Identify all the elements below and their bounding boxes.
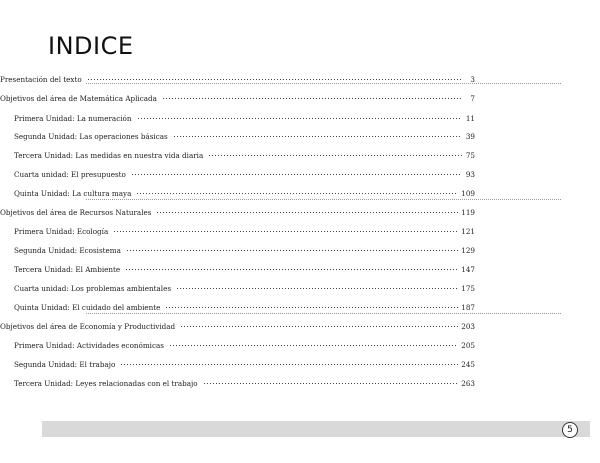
toc-entry-page: 175: [461, 284, 475, 293]
dot-leader: [113, 222, 458, 234]
toc-entry-page: 187: [461, 303, 475, 312]
dot-leader: [126, 241, 458, 253]
toc-section-matematica: [0, 89, 475, 101]
toc-entry-label: Tercera Unidad: El Ambiente: [14, 265, 121, 274]
dot-leader: [208, 146, 462, 158]
toc-entry-label: Primera Unidad: Actividades económicas: [14, 341, 164, 350]
toc-entry-unit: [14, 109, 475, 121]
toc-entry-page: 119: [461, 208, 475, 217]
toc-entry-unit: [14, 298, 475, 310]
section-divider: [86, 313, 561, 315]
page-title: INDICE: [48, 32, 134, 60]
toc-entry-unit: [14, 222, 475, 234]
dot-leader: [180, 317, 458, 329]
toc-entry-unit: [14, 165, 475, 177]
toc-entry-unit: [14, 184, 475, 196]
dot-leader: [169, 336, 458, 348]
toc-entry-unit: [14, 127, 475, 139]
footer-bar: [42, 421, 590, 437]
toc-entry-label: Presentación del texto: [0, 75, 82, 84]
toc-entry-label: Segunda Unidad: Ecosistema: [14, 246, 121, 255]
toc-entry-page: 39: [465, 132, 475, 141]
dot-leader: [131, 165, 462, 177]
toc-entry-unit: [14, 336, 475, 348]
toc-entry-page: 11: [465, 114, 475, 123]
toc-section-economia: [0, 317, 475, 329]
toc-entry-label: Quinta Unidad: El cuidado del ambiente: [14, 303, 161, 312]
section-divider: [86, 199, 561, 201]
dot-leader: [176, 279, 458, 291]
toc-entry-page: 203: [461, 322, 475, 331]
page-number-badge: 5: [562, 422, 578, 438]
dot-leader: [136, 184, 458, 196]
dot-leader: [173, 127, 462, 139]
toc-entry-unit: [14, 355, 475, 367]
toc-entry-label: Segunda Unidad: El trabajo: [14, 360, 116, 369]
section-divider: [86, 83, 561, 85]
dot-leader: [87, 70, 462, 82]
toc-entry-page: 7: [470, 94, 475, 103]
toc-entry-page: 109: [461, 189, 475, 198]
toc-entry-unit: [14, 146, 475, 158]
toc-entry-unit: [14, 241, 475, 253]
toc-entry-unit: [14, 279, 475, 291]
toc-entry-page: 205: [461, 341, 475, 350]
toc-entry-label: Objetivos del área de Recursos Naturales: [0, 208, 152, 217]
toc-entry-unit: [14, 374, 475, 386]
dot-leader: [120, 355, 458, 367]
toc-entry-label: Primera Unidad: La numeración: [14, 114, 132, 123]
toc-entry-unit: [14, 260, 475, 272]
toc-entry-page: 93: [465, 170, 475, 179]
dot-leader: [165, 298, 458, 310]
dot-leader: [156, 203, 458, 215]
toc-entry-label: Objetivos del área de Economía y Productividad: [0, 322, 176, 331]
toc-entry-page: 245: [461, 360, 475, 369]
toc-entry-presentacion: [0, 70, 475, 82]
toc-entry-label: Cuarta unidad: El presupuesto: [14, 170, 126, 179]
dot-leader: [137, 109, 463, 121]
toc-entry-label: Cuarta unidad: Los problemas ambientales: [14, 284, 172, 293]
dot-leader: [162, 89, 462, 101]
toc-entry-label: Quinta Unidad: La cultura maya: [14, 189, 132, 198]
dot-leader: [203, 374, 459, 386]
toc-section-recursos: [0, 203, 475, 215]
toc-entry-page: 129: [461, 246, 475, 255]
toc-entry-label: Tercera Unidad: Las medidas en nuestra vida diaria: [14, 151, 204, 160]
toc-entry-label: Segunda Unidad: Las operaciones básicas: [14, 132, 168, 141]
toc-entry-label: Objetivos del área de Matemática Aplicada: [0, 94, 157, 103]
toc-entry-page: 3: [470, 75, 475, 84]
dot-leader: [125, 260, 458, 272]
toc-entry-page: 147: [461, 265, 475, 274]
toc-entry-page: 121: [461, 227, 475, 236]
toc-entry-page: 75: [465, 151, 475, 160]
toc-entry-label: Primera Unidad: Ecología: [14, 227, 109, 236]
toc-entry-label: Tercera Unidad: Leyes relacionadas con el trabajo: [14, 379, 198, 388]
toc-entry-page: 263: [461, 379, 475, 388]
